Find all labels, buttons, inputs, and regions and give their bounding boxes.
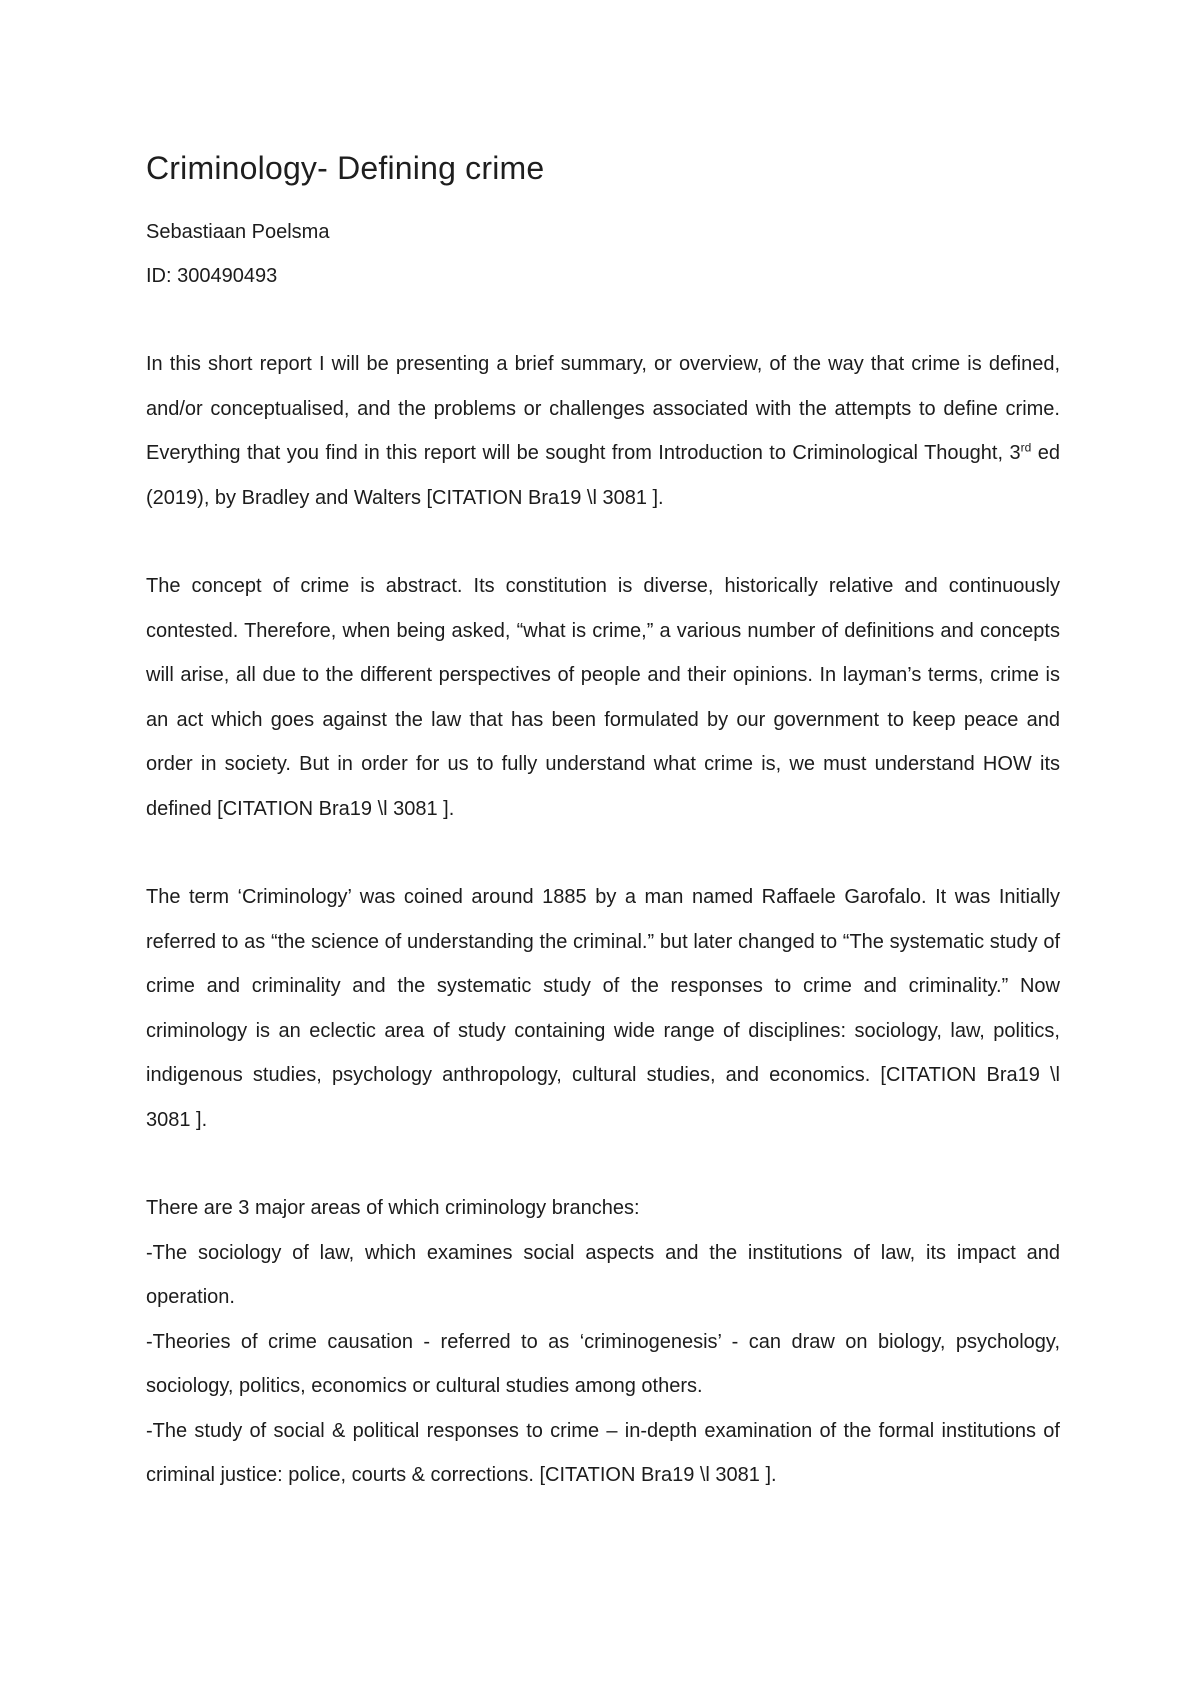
branch-list	[146, 1231, 1060, 1498]
list-item: -The sociology of law, which examines social aspects and the institutions of law, its impact and operation.	[146, 1241, 1060, 1308]
list-item: -Theories of crime causation - referred to as ‘criminogenesis’ - can draw on biology, psychology, sociology, politics, economics or cultural studies among others.	[146, 1330, 1060, 1397]
paragraph-concept: The concept of crime is abstract. Its constitution is diverse, historically relative and continuously contested. Therefore, when being asked, “what is crime,” a various number of definitions and concepts will arise, all due to the different perspectives of people and their opinions. In layman’s terms, crime is an act which goes against the law that has been formulated by our government to keep peace and order in society. But in order for us to fully understand what crime is, we must understand HOW its defined [CITATION Bra19 \l 3081 ].	[146, 575, 1060, 820]
paragraph-intro-text-end: ed (2019), by Bradley and Walters [CITATION Bra19 \l 3081 ].	[146, 442, 1060, 509]
paragraph-intro	[146, 342, 1060, 520]
paragraph-intro-text: In this short report I will be presenting a brief summary, or overview, of the way that crime is defined, and/or conceptualised, and the problems or challenges associated with the attempts to define crime. Everything that you find in this report will be sought from Introduction to Criminological Thought, 3	[146, 353, 1060, 464]
document-body	[146, 148, 1060, 1498]
spacer	[146, 831, 1060, 875]
student-id: ID: 300490493	[146, 265, 278, 287]
list-item: -The study of social & political responses to crime – in-depth examination of the formal institutions of criminal justice: police, courts & corrections. [CITATION Bra19 \l 3081 ].	[146, 1419, 1060, 1486]
author-name: Sebastiaan Poelsma	[146, 221, 330, 243]
paragraph-term: The term ‘Criminology’ was coined around 1885 by a man named Raffaele Garofalo. It was Initially referred to as “the science of understanding the criminal.” but later changed to “The systematic study of crime and criminality and the systematic study of the responses to crime and criminality.” Now criminology is an eclectic area of study containing wide range of disciplines: sociology, law, politics, indigenous studies, psychology anthropology, cultural studies, and economics. [CITATION Bra19 \l 3081 ].	[146, 886, 1060, 1131]
ordinal-superscript: rd	[1020, 440, 1032, 455]
spacer	[146, 520, 1060, 564]
list-intro: There are 3 major areas of which criminology branches:	[146, 1197, 640, 1219]
document-title: Criminology- Defining crime	[146, 150, 545, 186]
spacer	[146, 298, 1060, 342]
spacer	[146, 1142, 1060, 1186]
